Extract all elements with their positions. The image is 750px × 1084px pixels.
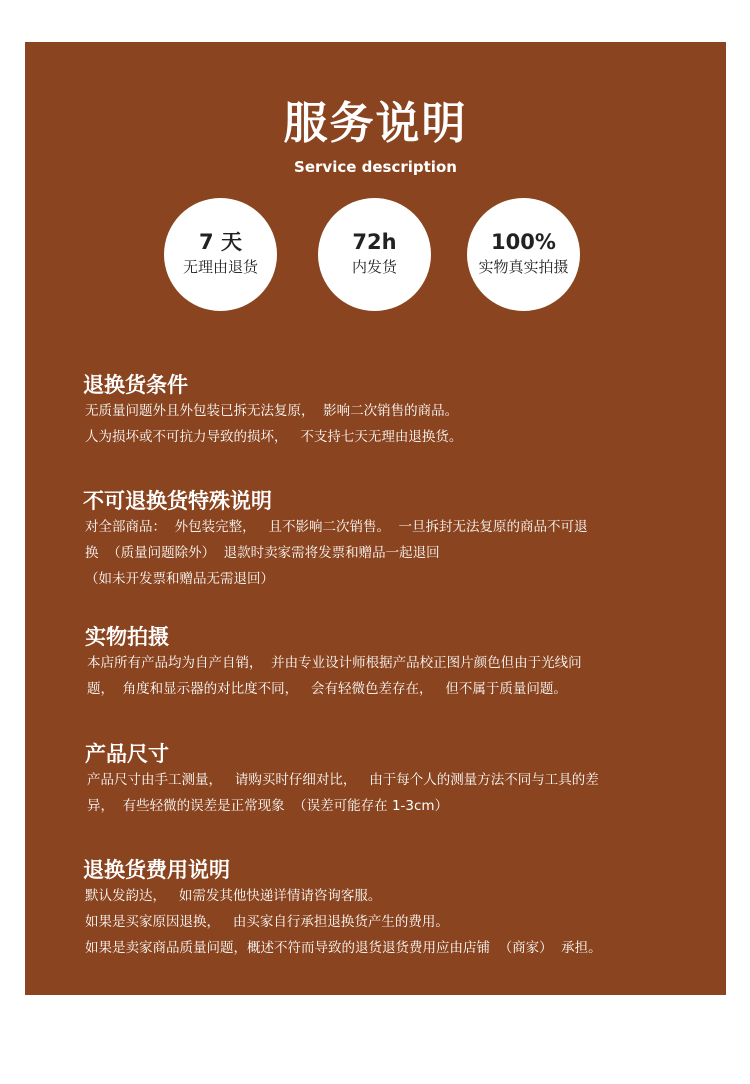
- section-line: 人为损坏或不可抗力导致的损坏， 不支持七天无理由退换货。: [85, 429, 463, 445]
- badge-value: 7 天: [199, 230, 242, 254]
- section-title: 退换货费用说明: [83, 858, 230, 882]
- section-line: （如未开发票和赠品无需退回）: [85, 571, 274, 587]
- service-panel: [25, 42, 726, 995]
- section-real-photos: [85, 624, 727, 702]
- section-line: 本店所有产品均为自产自销， 并由专业设计师根据产品校正图片颜色但由于光线问: [87, 655, 582, 671]
- section-line: 题， 角度和显示器的对比度不同， 会有轻微色差存在， 但不属于质量问题。: [87, 681, 567, 697]
- section-line: 如果是买家原因退换， 由买家自行承担退换货产生的费用。: [85, 914, 449, 930]
- page-title: 服务说明: [283, 98, 468, 149]
- badge-label: 内发货: [351, 258, 397, 276]
- badge-7-day-return: [164, 198, 277, 311]
- section-title: 产品尺寸: [85, 742, 169, 766]
- section-title: 退换货条件: [83, 373, 188, 397]
- badge-72h-shipping: [318, 198, 431, 311]
- section-title: 实物拍摄: [85, 625, 169, 649]
- section-line: 产品尺寸由手工测量， 请购买时仔细对比， 由于每个人的测量方法不同与工具的差: [87, 772, 599, 788]
- section-line: 如果是卖家商品质量问题，概述不符而导致的退货退货费用应由店铺 （商家） 承担。: [85, 940, 602, 956]
- section-title: 不可退换货特殊说明: [83, 489, 272, 513]
- section-return-conditions: [83, 372, 725, 450]
- badge-label: 无理由退货: [182, 258, 258, 276]
- section-return-fees: [83, 857, 725, 961]
- badge-label: 实物真实拍摄: [478, 258, 569, 276]
- section-line: 对全部商品： 外包装完整， 且不影响二次销售。 一旦拆封无法复原的商品不可退: [85, 519, 588, 535]
- section-line: 换 （质量问题除外） 退款时卖家需将发票和赠品一起退回: [85, 545, 440, 561]
- section-line: 异， 有些轻微的误差是正常现象 （误差可能存在 1-3cm）: [87, 798, 449, 814]
- section-line: 无质量问题外且外包装已拆无法复原， 影响二次销售的商品。: [85, 403, 459, 419]
- badge-value: 72h: [352, 230, 397, 254]
- page-subtitle: Service description: [294, 158, 457, 176]
- section-non-returnable: [83, 488, 725, 592]
- section-line: 默认发韵达， 如需发其他快递详情请咨询客服。: [85, 888, 382, 904]
- badge-real-photo: [467, 198, 580, 311]
- badge-value: 100%: [491, 230, 556, 254]
- section-product-size: [85, 741, 727, 819]
